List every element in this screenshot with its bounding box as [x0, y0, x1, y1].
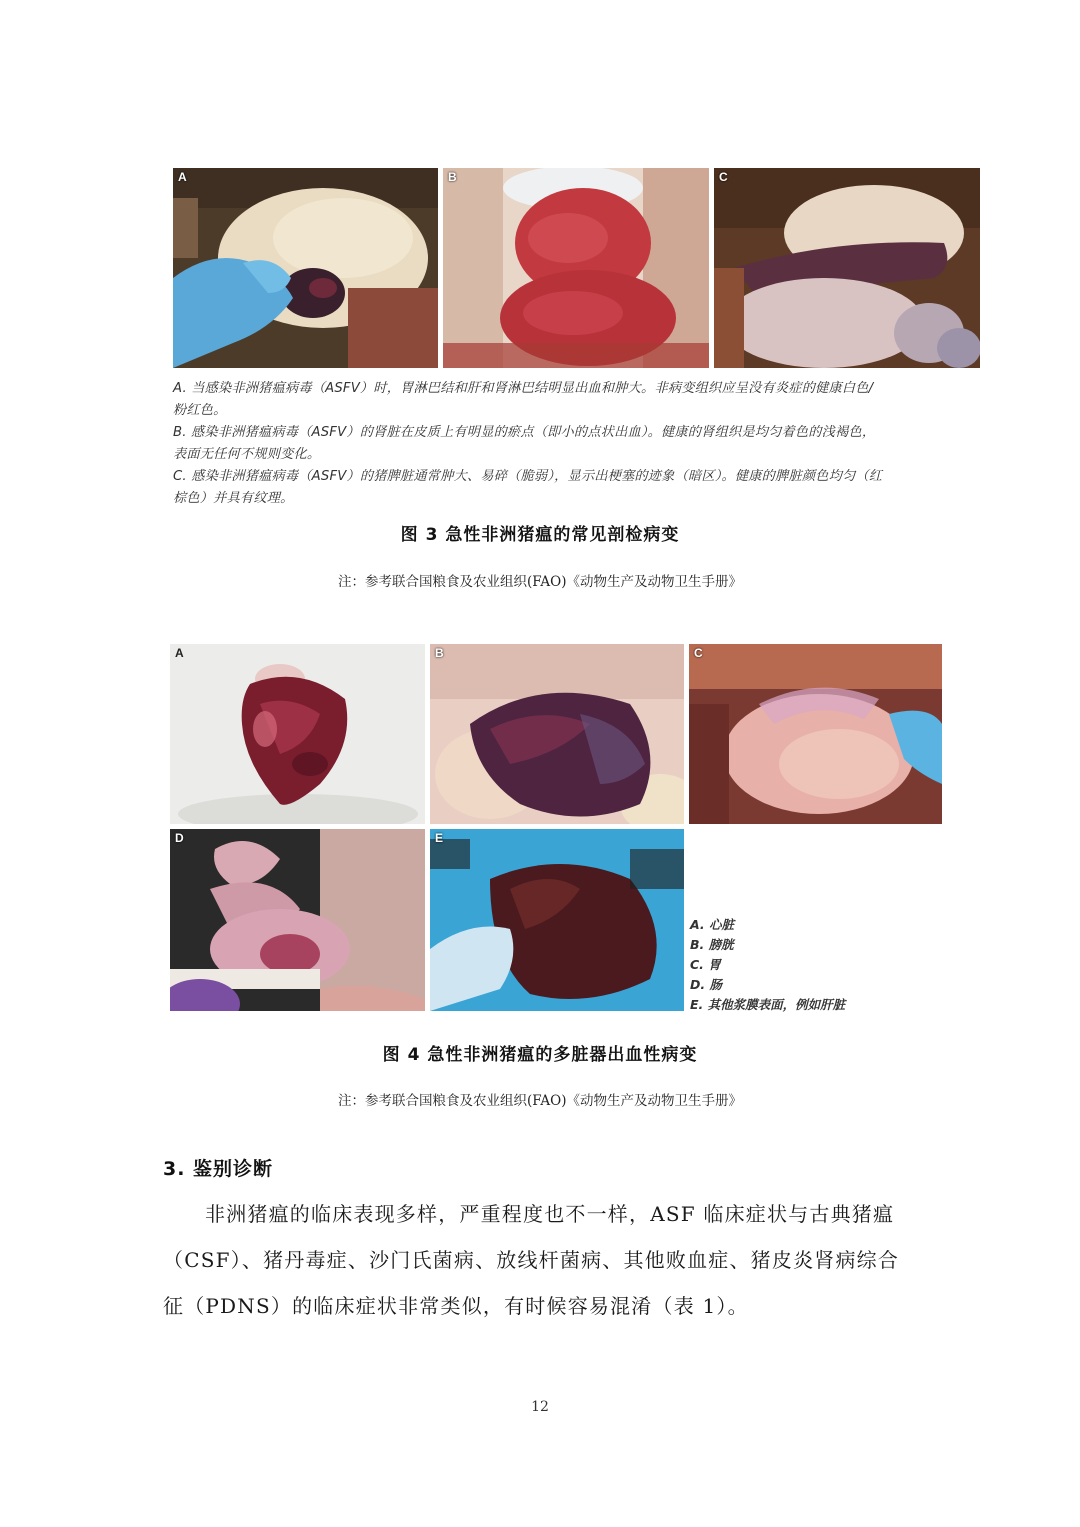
figure-4-legend-item: D. 肠 [690, 977, 722, 992]
figure-3-caption-line: A. 当感染非洲猪瘟病毒（ASFV）时，胃淋巴结和肝和肾淋巴结明显出血和肿大。非病变组织应呈没有炎症的健康白色/ [173, 381, 874, 396]
figure-4-photo-b [430, 644, 684, 824]
figure-4-photo-c [689, 644, 942, 824]
liver-photo [430, 829, 684, 1011]
panel-label-b: B [435, 646, 444, 660]
figure-3-caption-line: C. 感染非洲猪瘟病毒（ASFV）的猪脾脏通常肿大、易碎（脆弱），显示出梗塞的迹象（暗区）。健康的脾脏颜色均匀（红 [173, 469, 883, 484]
paragraph-line: 征（PDNS）的临床症状非常类似，有时候容易混淆（表 1）。 [163, 1294, 749, 1318]
paragraph-line: 非洲猪瘟的临床表现多样，严重程度也不一样，ASF 临床症状与古典猪瘟 [205, 1202, 895, 1226]
panel-label-a: A [178, 170, 187, 184]
figure-4-legend-item: A. 心脏 [690, 917, 735, 932]
figure-4-photo-a [170, 644, 425, 824]
figure-3-caption-line: B. 感染非洲猪瘟病毒（ASFV）的肾脏在皮质上有明显的瘀点（即小的点状出血）。健康的肾组织是均匀着色的浅褐色， [173, 425, 876, 440]
figure-4-title: 图 4 急性非洲猪瘟的多脏器出血性病变 [382, 1045, 698, 1065]
page-number: 12 [531, 1399, 549, 1415]
figure-3-caption-line: 粉红色。 [173, 403, 227, 418]
heart-photo [170, 644, 425, 824]
figure-3-note: 注：参考联合国粮食及农业组织(FAO)《动物生产及动物卫生手册》 [337, 574, 743, 590]
figure-3-photo-a [173, 168, 438, 368]
bladder-photo [430, 644, 684, 824]
figure-4-photo-d [170, 829, 425, 1011]
panel-label-a: A [175, 646, 184, 660]
figure-4-legend-item: B. 膀胱 [690, 937, 734, 952]
panel-label-c: C [694, 646, 703, 660]
intestine-photo [170, 829, 425, 1011]
panel-label-d: D [175, 831, 184, 845]
spleen-photo [714, 168, 980, 368]
figure-4-note: 注：参考联合国粮食及农业组织(FAO)《动物生产及动物卫生手册》 [337, 1093, 743, 1109]
stomach-photo [689, 644, 942, 824]
section-heading: 3. 鉴别诊断 [163, 1158, 274, 1180]
panel-label-e: E [435, 831, 444, 845]
paragraph-line: （CSF）、猪丹毒症、沙门氏菌病、放线杆菌病、其他败血症、猪皮炎肾病综合 [163, 1248, 900, 1272]
lymph-node-photo [173, 168, 438, 368]
figure-3-photo-b [443, 168, 709, 368]
figure-3-photo-c [714, 168, 980, 368]
figure-3-caption-line: 棕色）并具有纹理。 [173, 491, 294, 506]
figure-3-caption-line: 表面无任何不规则变化。 [173, 447, 321, 462]
kidney-photo [443, 168, 709, 368]
figure-4-legend-item: E. 其他浆膜表面，例如肝脏 [690, 997, 846, 1012]
panel-label-b: B [448, 170, 457, 184]
figure-4-legend-item: C. 胃 [690, 957, 721, 972]
figure-4-photo-e [430, 829, 684, 1011]
figure-3-title: 图 3 急性非洲猪瘟的常见剖检病变 [400, 525, 680, 545]
panel-label-c: C [719, 170, 728, 184]
